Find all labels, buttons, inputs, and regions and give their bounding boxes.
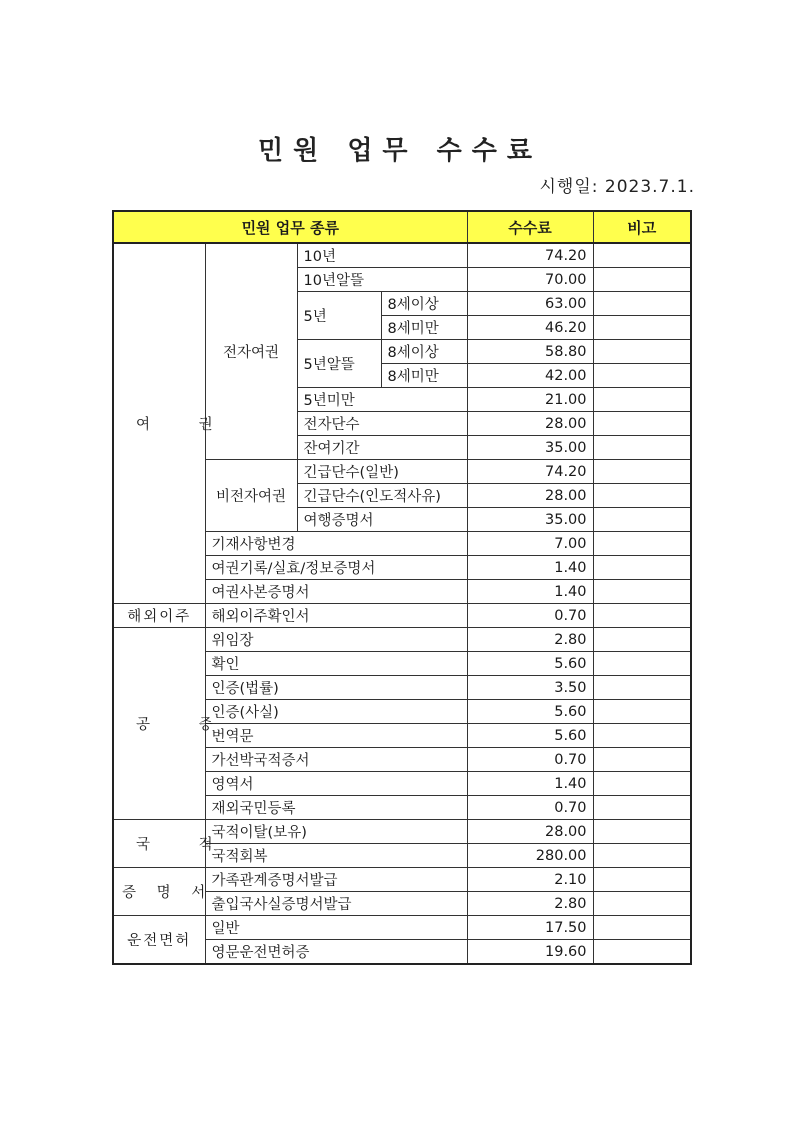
fee-value: 74.20 [467, 243, 593, 268]
item-name: 인증(사실) [205, 700, 467, 724]
table-row [113, 916, 691, 940]
note-cell [593, 772, 691, 796]
item-name: 출입국사실증명서발급 [205, 892, 467, 916]
item-name: 인증(법률) [205, 676, 467, 700]
item-name: 긴급단수(인도적사유) [297, 484, 467, 508]
item-name: 해외이주확인서 [205, 604, 467, 628]
note-cell [593, 796, 691, 820]
fee-value: 1.40 [467, 580, 593, 604]
item-name: 확인 [205, 652, 467, 676]
note-cell [593, 724, 691, 748]
category-nationality: 국 적 [113, 820, 205, 868]
note-cell [593, 940, 691, 965]
item-name: 재외국민등록 [205, 796, 467, 820]
item-name: 10년 [297, 243, 467, 268]
item-name: 5년미만 [297, 388, 467, 412]
item-name: 8세이상 [381, 292, 467, 316]
note-cell [593, 388, 691, 412]
item-name: 위임장 [205, 628, 467, 652]
subgroup-five-year-light: 5년알뜰 [297, 340, 381, 388]
item-name: 8세미만 [381, 316, 467, 340]
fee-value: 0.70 [467, 796, 593, 820]
item-name: 여행증명서 [297, 508, 467, 532]
fee-value: 17.50 [467, 916, 593, 940]
note-cell [593, 484, 691, 508]
category-passport: 여 권 [113, 243, 205, 604]
header-fee: 수수료 [467, 211, 593, 243]
item-name: 일반 [205, 916, 467, 940]
page-title: 민원 업무 수수료 [258, 136, 542, 166]
note-cell [593, 892, 691, 916]
item-name: 10년알뜰 [297, 268, 467, 292]
fee-value: 0.70 [467, 604, 593, 628]
item-name: 영역서 [205, 772, 467, 796]
table-row [113, 868, 691, 892]
note-cell [593, 652, 691, 676]
item-name: 영문운전면허증 [205, 940, 467, 965]
table-row [113, 820, 691, 844]
fee-value: 5.60 [467, 724, 593, 748]
fee-value: 5.60 [467, 700, 593, 724]
item-name: 여권사본증명서 [205, 580, 467, 604]
note-cell [593, 243, 691, 268]
table-header-row [113, 211, 691, 243]
fee-value: 74.20 [467, 460, 593, 484]
fee-value: 28.00 [467, 412, 593, 436]
fee-value: 58.80 [467, 340, 593, 364]
note-cell [593, 292, 691, 316]
subcategory-epassport: 전자여권 [205, 243, 297, 460]
fee-value: 28.00 [467, 484, 593, 508]
header-type: 민원 업무 종류 [113, 211, 467, 243]
fee-value: 0.70 [467, 748, 593, 772]
category-notary: 공 증 [113, 628, 205, 820]
effective-date: 시행일: 2023.7.1. [539, 177, 695, 197]
note-cell [593, 916, 691, 940]
note-cell [593, 532, 691, 556]
fee-value: 21.00 [467, 388, 593, 412]
item-name: 8세이상 [381, 340, 467, 364]
item-name: 전자단수 [297, 412, 467, 436]
table-row [113, 243, 691, 268]
note-cell [593, 628, 691, 652]
item-name: 잔여기간 [297, 436, 467, 460]
note-cell [593, 820, 691, 844]
note-cell [593, 340, 691, 364]
item-name: 국적회복 [205, 844, 467, 868]
note-cell [593, 508, 691, 532]
fee-value: 1.40 [467, 772, 593, 796]
note-cell [593, 868, 691, 892]
note-cell [593, 436, 691, 460]
fee-value: 63.00 [467, 292, 593, 316]
fee-value: 7.00 [467, 532, 593, 556]
fee-value: 3.50 [467, 676, 593, 700]
note-cell [593, 844, 691, 868]
table-row [113, 628, 691, 652]
note-cell [593, 364, 691, 388]
note-cell [593, 700, 691, 724]
note-cell [593, 316, 691, 340]
item-name: 국적이탈(보유) [205, 820, 467, 844]
note-cell [593, 580, 691, 604]
fee-value: 70.00 [467, 268, 593, 292]
category-certificate: 증 명 서 [113, 868, 205, 916]
fee-table [112, 210, 692, 965]
note-cell [593, 604, 691, 628]
category-license: 운전면허 [113, 916, 205, 965]
note-cell [593, 268, 691, 292]
note-cell [593, 556, 691, 580]
subcategory-non-epassport: 비전자여권 [205, 460, 297, 532]
item-name: 가선박국적증서 [205, 748, 467, 772]
note-cell [593, 748, 691, 772]
note-cell [593, 412, 691, 436]
item-name: 긴급단수(일반) [297, 460, 467, 484]
item-name: 8세미만 [381, 364, 467, 388]
fee-value: 280.00 [467, 844, 593, 868]
note-cell [593, 676, 691, 700]
fee-value: 2.80 [467, 628, 593, 652]
fee-value: 5.60 [467, 652, 593, 676]
fee-value: 28.00 [467, 820, 593, 844]
fee-value: 42.00 [467, 364, 593, 388]
header-note: 비고 [593, 211, 691, 243]
item-name: 여권기록/실효/정보증명서 [205, 556, 467, 580]
category-overseas: 해외이주 [113, 604, 205, 628]
fee-value: 1.40 [467, 556, 593, 580]
item-name: 기재사항변경 [205, 532, 467, 556]
fee-value: 2.10 [467, 868, 593, 892]
item-name: 가족관계증명서발급 [205, 868, 467, 892]
fee-value: 2.80 [467, 892, 593, 916]
note-cell [593, 460, 691, 484]
table-row [113, 604, 691, 628]
fee-value: 35.00 [467, 508, 593, 532]
fee-value: 46.20 [467, 316, 593, 340]
subgroup-five-year: 5년 [297, 292, 381, 340]
fee-value: 35.00 [467, 436, 593, 460]
item-name: 번역문 [205, 724, 467, 748]
fee-value: 19.60 [467, 940, 593, 965]
